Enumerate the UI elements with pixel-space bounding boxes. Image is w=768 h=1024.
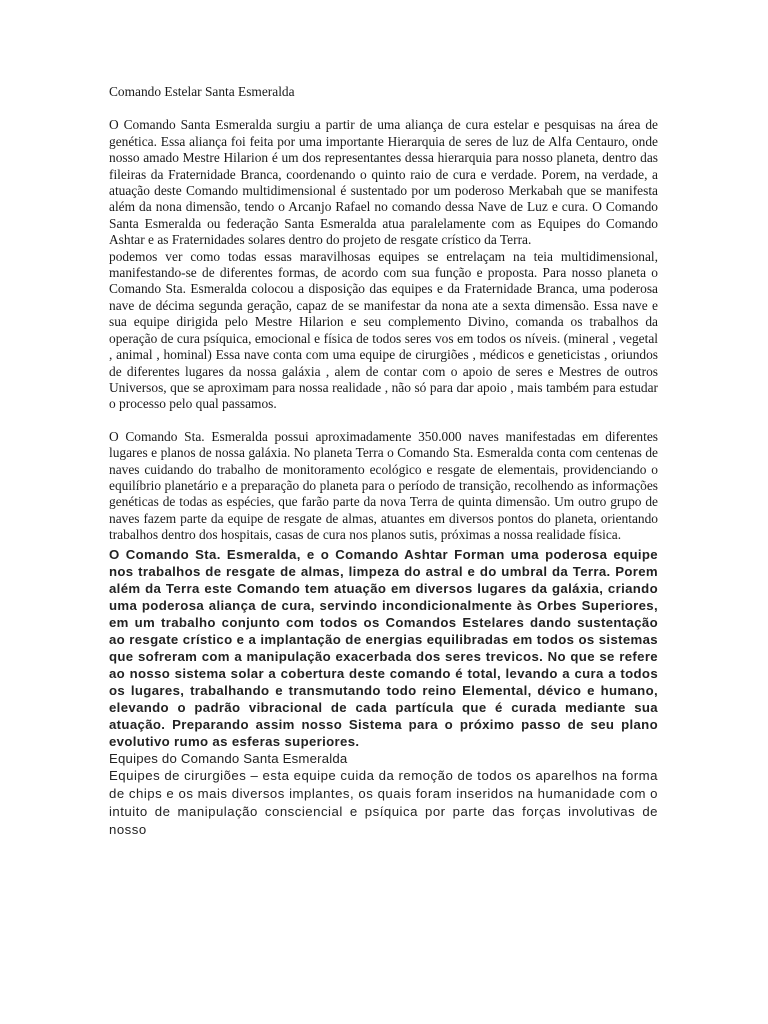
paragraph-gap — [109, 413, 658, 429]
section-heading: Equipes do Comando Santa Esmeralda — [109, 750, 348, 766]
paragraph-surgeons: Equipes de cirurgiões – esta equipe cuida da remoção de todos os aparelhos na forma de chips e os mais diversos implantes, os quais foram inseridos na humanidade com o intuito de manipulação consciencial e psíquica por parte das forças involutivas de nosso — [109, 767, 658, 837]
paragraph-ships: O Comando Sta. Esmeralda possui aproximadamente 350.000 naves manifestadas em diferentes lugares e planos de nossa galáxia. No planeta Terra o Comando Sta. Esmeralda conta com centenas de naves cuidando do trabalho de monitoramento ecológico e resgate de elementais, providenciando o equilíbrio planetário e a preparação do planeta para o período de transição, recolhendo as informações genéticas de todas as espécies, que farão parte da nova Terra de quinta dimensão. Um outro grupo de naves fazem parte da equipe de resgate de almas, atuantes em diversos pontos do planeta, orientando trabalhos dentro dos hospitais, casas de cura nos planos sutis, próximas a nossa realidade física. — [109, 428, 658, 543]
document-page — [109, 84, 658, 839]
paragraph-origin: O Comando Santa Esmeralda surgiu a partir de uma aliança de cura estelar e pesquisas na área de genética. Essa aliança foi feita por uma importante Hierarquia de seres de luz de Alfa Centauro, onde nosso amado Mestre Hilarion é um dos representantes dessa hierarquia para nosso planeta, dentro das fileiras da Fraternidade Branca, coordenando o quinto raio de cura e verdade. Porem, na verdade, a atuação deste Comando multidimensional é sustentado por um poderoso Merkabah que se manifesta além da nona dimensão, tendo o Arcanjo Rafael no comando dessa Nave de Luz e cura. O Comando Santa Esmeralda ou federação Santa Esmeralda atua paralelamente com as Equipes do Comando Ashtar e as Fraternidades solares dentro do projeto de resgate crístico da Terra. — [109, 117, 658, 248]
paragraph-alliance: O Comando Sta. Esmeralda, e o Comando Ashtar Forman uma poderosa equipe nos trabalhos de resgate de almas, limpeza do astral e do umbral da Terra. Porem além da Terra este Comando tem atuação em diversos lugares da galáxia, criando uma poderosa aliança de cura, servindo incondicionalmente às Orbes Superiores, em um trabalho conjunto com todos os Comandos Estelares dando sustentação ao resgate crístico e a implantação de energias equilibradas em todos os sistemas que sofreram com a manipulação exacerbada dos seres trevicos. No que se refere ao nosso sistema solar a cobertura deste comando é total, levando a cura a todos os lugares, trabalhando e transmutando todo reino Elemental, dévico e humano, elevando o padrão vibracional de cada partícula que é curada mediante sua atuação. Preparando assim nosso Sistema para o próximo passo de seu plano evolutivo rumo as esferas superiores. — [109, 546, 658, 749]
document-title: Comando Estelar Santa Esmeralda — [109, 84, 295, 99]
paragraph-teams: podemos ver como todas essas maravilhosas equipes se entrelaçam na teia multidimensional, manifestando-se de diferentes formas, de acordo com sua função e proposta. Para nosso planeta o Comando Sta. Esmeralda colocou a disposição das equipes e da Fraternidade Branca, uma poderosa nave de décima segunda geração, capaz de se manifestar da nona ate a sexta dimensão. Essa nave e sua equipe dirigida pelo Mestre Hilarion e seu complemento Divino, comanda os trabalhos da operação de cura psíquica, emocional e física de todos seres vos em todos os níveis. (mineral , vegetal , animal , hominal) Essa nave conta com uma equipe de cirurgiões , médicos e geneticistas , oriundos de diferentes lugares da nossa galáxia , alem de contar com o apoio de seres e Mestres de outros Universos, que se aproximam para nossa realidade , não só para dar apoio , mais também para estudar o processo pelo qual passamos. — [109, 248, 658, 412]
